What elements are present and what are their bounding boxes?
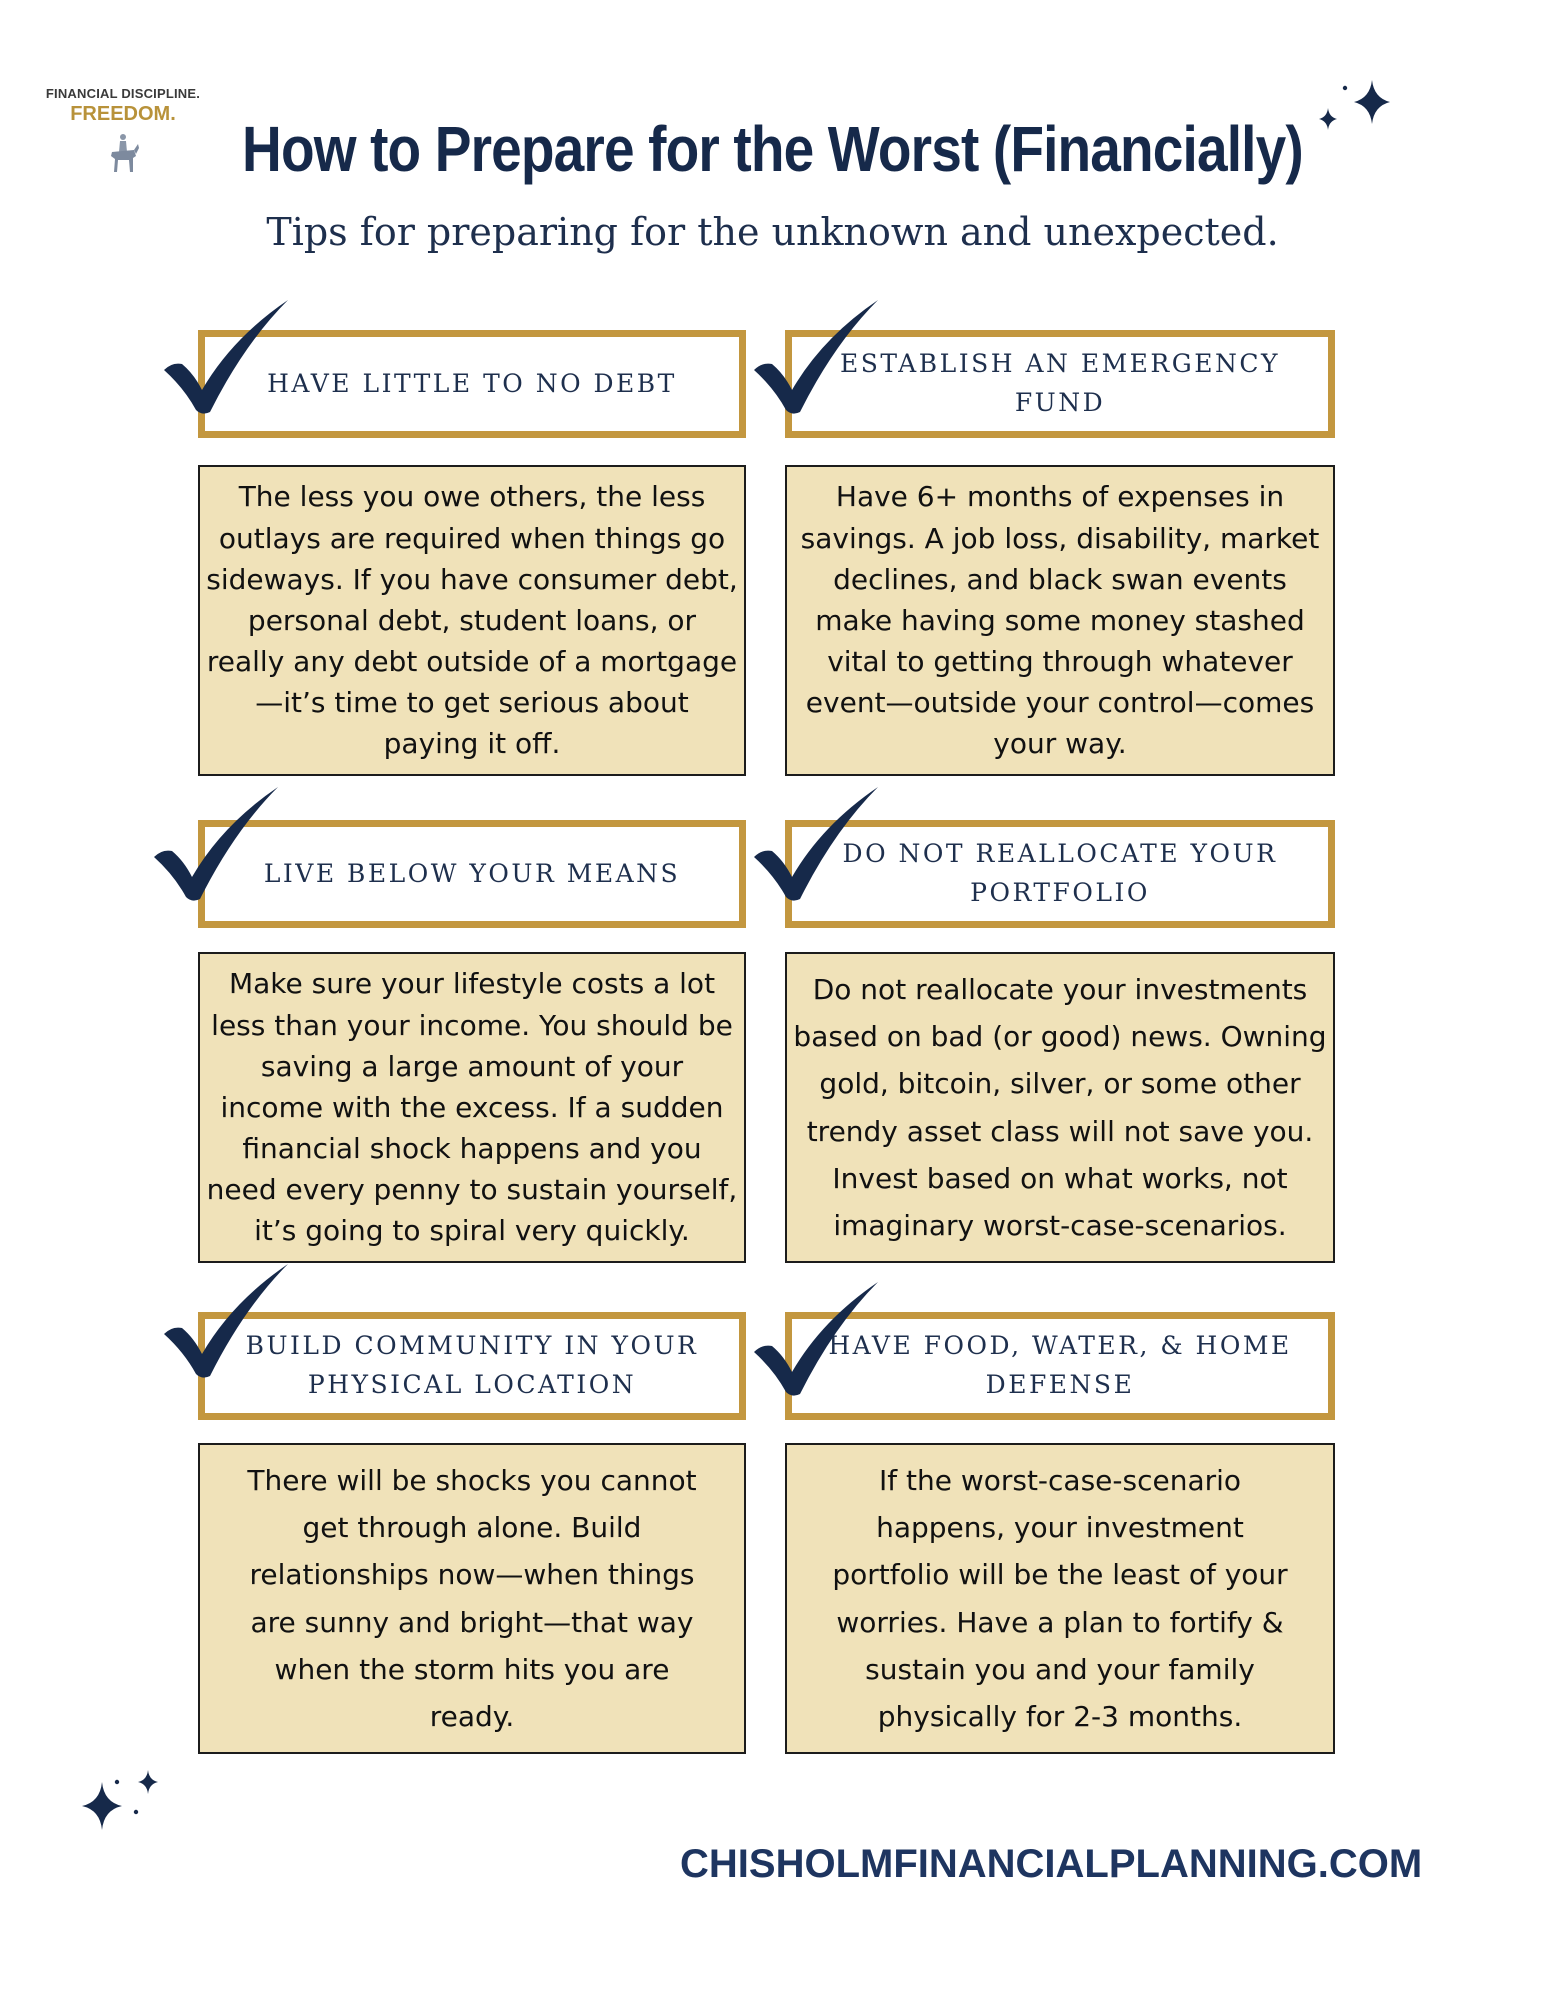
tip-body-do-not-reallocate: Do not reallocate your investments based on bad (or good) news. Owning gold, bitcoin, silver, or some other trendy asset class will not save you. Invest based on what works, not imaginary worst-case-scenarios. [785, 952, 1335, 1263]
tip-body-no-debt: The less you owe others, the less outlays are required when things go sideways. If you have consumer debt, personal debt, student loans, or really any debt outside of a mortgage—it’s time to get serious about paying it off. [198, 465, 746, 776]
tip-heading-food-water-defense: HAVE FOOD, WATER, & HOME DEFENSE [785, 1312, 1335, 1420]
tip-heading-build-community: BUILD COMMUNITY IN YOUR PHYSICAL LOCATION [198, 1312, 746, 1420]
sparkle-icon [70, 1760, 170, 1840]
tip-body-live-below-means: Make sure your lifestyle costs a lot less than your income. You should be saving a large amount of your income with the excess. If a sudden financial shock happens and you need every penny to sustain yourself, it’s going to spiral very quickly. [198, 952, 746, 1263]
checkmark-icon [152, 785, 282, 905]
tip-body-food-water-defense: If the worst-case-scenario happens, your investment portfolio will be the least of your worries. Have a plan to fortify & sustain you and your family physically for 2-3 months. [785, 1443, 1335, 1754]
checkmark-icon [162, 298, 292, 418]
tip-body-build-community: There will be shocks you cannot get through alone. Build relationships now—when things are sunny and bright—that way when the storm hits you are ready. [198, 1443, 746, 1754]
page-subtitle: Tips for preparing for the unknown and unexpected. [266, 210, 1279, 254]
checkmark-icon [162, 1262, 292, 1382]
tip-heading-no-debt: HAVE LITTLE TO NO DEBT [198, 330, 746, 438]
page-title: How to Prepare for the Worst (Financially) [242, 113, 1303, 185]
tip-heading-emergency-fund: ESTABLISH AN EMERGENCY FUND [785, 330, 1335, 438]
tip-heading-live-below-means: LIVE BELOW YOUR MEANS [198, 820, 746, 928]
checkmark-icon [752, 785, 882, 905]
logo-tagline-freedom: FREEDOM. [70, 103, 176, 125]
tip-heading-do-not-reallocate: DO NOT REALLOCATE YOUR PORTFOLIO [785, 820, 1335, 928]
website-url: CHISHOLMFINANCIALPLANNING.COM [680, 1842, 1423, 1886]
logo-tagline-discipline: FINANCIAL DISCIPLINE. [45, 86, 201, 101]
checkmark-icon [752, 298, 882, 418]
tip-body-emergency-fund: Have 6+ months of expenses in savings. A job loss, disability, market declines, and black swan events make having some money stashed vital to getting through whatever event—outside your control—comes your way. [785, 465, 1335, 776]
checkmark-icon [752, 1280, 882, 1400]
